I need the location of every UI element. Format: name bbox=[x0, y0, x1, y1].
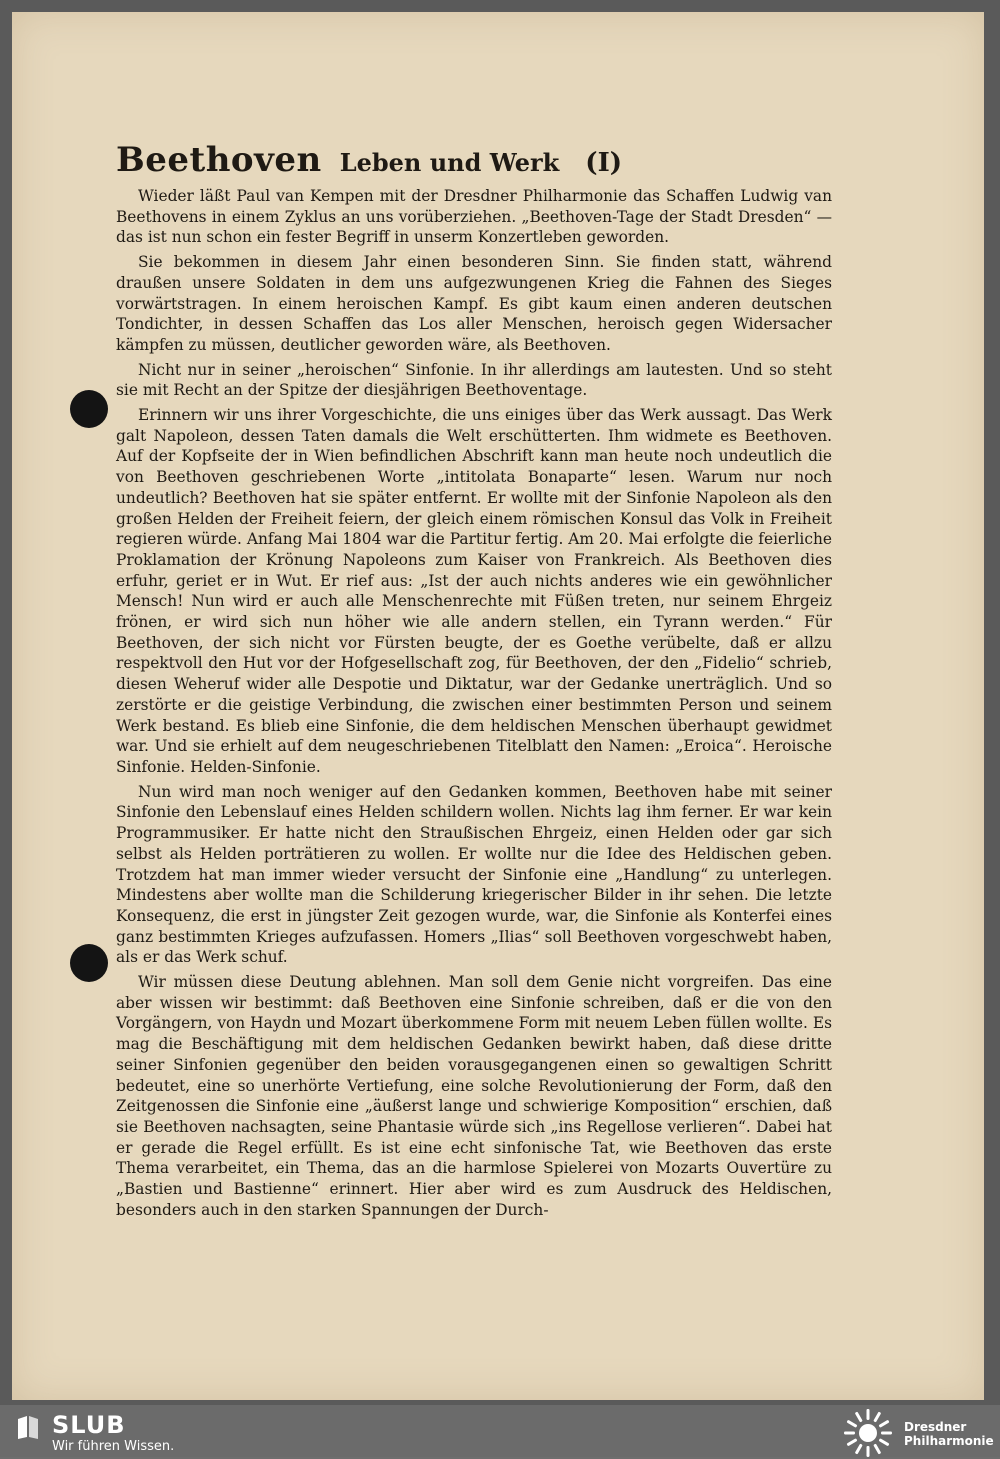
paragraph: Wir müssen diese Deutung ablehnen. Man soll dem Genie nicht vorgreifen. Das eine aber wissen wir bestimmt: daß Beethoven eine Sinfonie schreiben, daß er die von den Vorgängern, von Haydn und Mozart überkommene Form mit neuem Leben füllen wollte. Es mag die Beschäftigung mit dem heldischen Gedanken bewirkt haben, daß diese dritte seiner Sinfonien gegenüber den beiden vorausgegangenen einen so gewaltigen Schritt bedeutet, eine so unerhörte Vertiefung, eine solche Revolutionierung der Form, daß den Zeitgenossen die Sinfonie eine „äußerst lange und schwierige Komposition“ erschien, daß sie Beethoven nachsagten, seine Phantasie würde sich „ins Regellose verlieren“. Dabei hat er gerade die Regel erfüllt. Es ist eine echt sinfonische Tat, wie Beethoven das erste Thema verarbeitet, ein Thema, das an die harmlose Spielerei von Mozarts Ouvertüre zu „Bastien und Bastienne“ erinnert. Hier aber wird es zum Ausdruck des Heldischen, besonders auch in den starken Spannungen der Durch- bbox=[116, 973, 832, 1219]
punch-hole-top bbox=[70, 390, 108, 428]
paragraph: Nun wird man noch weniger auf den Gedanken kommen, Beethoven habe mit seiner Sinfonie den Lebenslauf eines Helden schildern wollen. Nichts lag ihm ferner. Er war kein Programmusiker. Er hatte nicht den Straußischen Ehrgeiz, einen Helden oder gar sich selbst als Helden porträtieren zu wollen. Er wollte nur die Idee des Heldischen geben. Trotzdem hat man immer wieder versucht der Sinfonie eine „Handlung“ zu unterlegen. Mindestens aber wollte man die Schilderung kriegerischer Bilder in ihr sehen. Die letzte Konsequenz, die erst in jüngster Zeit gezogen wurde, war, die Sinfonie als Konterfei eines ganz bestimmten Krieges aufzufassen. Homers „Ilias“ soll Beethoven vorgeschwebt haben, als er das Werk schuf. bbox=[116, 782, 832, 967]
heading-sub: Leben und Werk bbox=[339, 148, 560, 177]
heading-main: Beethoven bbox=[116, 140, 322, 180]
philharmonie-name-line1: Dresdner bbox=[904, 1420, 967, 1434]
paragraph: Nicht nur in seiner „heroischen“ Sinfonie. In ihr allerdings am lautesten. Und so steht sie mit Recht an der Spitze der diesjährigen Beethoventage. bbox=[116, 360, 832, 400]
slub-name[interactable]: SLUB bbox=[52, 1411, 126, 1439]
philharmonie-name[interactable] bbox=[904, 1420, 994, 1448]
paragraph: Wieder läßt Paul van Kempen mit der Dresdner Philharmonie das Schaffen Ludwig van Beethovens in einem Zyklus an uns vorüberziehen. „Beethoven-Tage der Stadt Dresden“ — das ist nun schon ein fester Begriff in unserm Konzertleben geworden. bbox=[116, 187, 832, 247]
paragraph: Sie bekommen in diesem Jahr einen besonderen Sinn. Sie finden statt, während draußen unsere Soldaten in dem uns aufgezwungenen Krieg die Fahnen des Sieges vorwärtstragen. In einem heroischen Kampf. Es gibt kaum einen anderen deutschen Tondichter, in dessen Schaffen das Los aller Menschen, heroisch gegen Widersacher kämpfen zu müssen, deutlicher geworden wäre, als Beethoven. bbox=[116, 253, 832, 354]
slub-tagline: Wir führen Wissen. bbox=[52, 1439, 175, 1454]
paragraph: Erinnern wir uns ihrer Vorgeschichte, die uns einiges über das Werk aussagt. Das Werk galt Napoleon, dessen Taten damals die Welt erschütterten. Ihm widmete es Beethoven. Auf der Kopfseite der in Wien befindlichen Abschrift kann man heute noch undeutlich die von Beethoven geschriebenen Worte „intitolata Bonaparte“ lesen. Warum nur noch undeutlich? Beethoven hat sie später entfernt. Er wollte mit der Sinfonie Napoleon als den großen Helden der Freiheit feiern, der gleich einem römischen Konsul das Volk in Freiheit regieren würde. Anfang Mai 1804 war die Partitur fertig. Am 20. Mai erfolgte die feierliche Proklamation der Krönung Napoleons zum Kaiser von Frankreich. Als Beethoven dies erfuhr, geriet er in Wut. Er rief aus: „Ist der auch nichts anderes wie ein gewöhnlicher Mensch! Nun wird er auch alle Menschenrechte mit Füßen treten, nur seinem Ehrgeiz frönen, er wird sich nun höher wie alle andern stellen, ein Tyrann werden.“ Für Beethoven, der sich nicht vor Fürsten beugte, der es Goethe verübelte, daß er allzu respektvoll den Hut vor der Hofgesellschaft zog, für Beethoven, der den „Fidelio“ schrieb, diesen Weheruf wider alle Despotie und Diktatur, war der Gedanke unerträglich. Und so zerstörte er die geistige Verbindung, die zwischen einer bestimmten Person und seinem Werk bestand. Es blieb eine Sinfonie, die dem heldischen Menschen überhaupt gewidmet war. Und sie erhielt auf dem neugeschriebenen Titelblatt den Namen: „Eroica“. Heroische Sinfonie. Helden-Sinfonie. bbox=[116, 406, 832, 776]
document-heading bbox=[116, 140, 832, 180]
philharmonie-name-line2: Philharmonie bbox=[904, 1434, 994, 1448]
sunburst-icon bbox=[842, 1407, 894, 1459]
viewer-footer bbox=[0, 1405, 1000, 1457]
heading-number: (I) bbox=[585, 148, 623, 178]
document-body bbox=[116, 140, 832, 1224]
slub-book-icon bbox=[14, 1413, 42, 1441]
punch-hole-bottom bbox=[70, 944, 108, 982]
